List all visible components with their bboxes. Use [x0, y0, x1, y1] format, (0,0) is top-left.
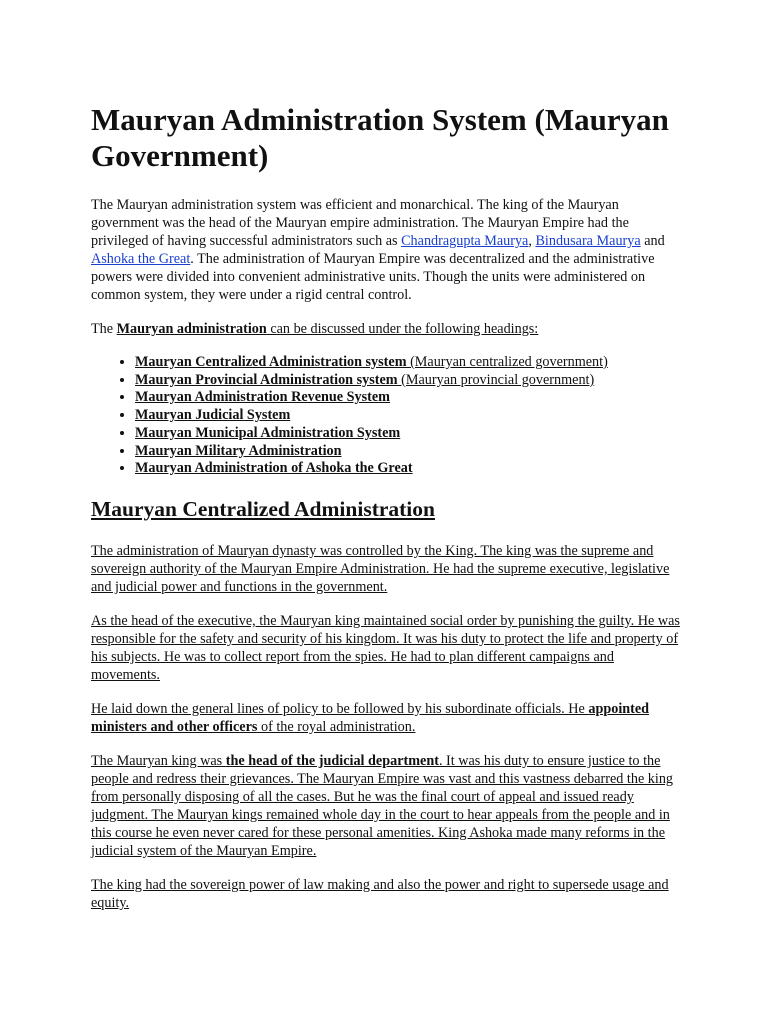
- list-item-rest: (Mauryan centralized government): [406, 354, 608, 370]
- headings-lead: [91, 320, 680, 338]
- paragraph-judicial: [91, 752, 680, 860]
- list-item-bold[interactable]: Mauryan Administration Revenue System: [135, 389, 390, 406]
- lead-bold: Mauryan administration: [116, 321, 267, 337]
- intro-text-2: . The administration of Mauryan Empire was decentralized and the administrative powers were divided into convenient administrative units. Though the units were administered on common system, they were under a rigid central control.: [91, 251, 655, 303]
- intro-separator: ,: [528, 233, 536, 249]
- list-item: [135, 460, 680, 478]
- section-title: Mauryan Centralized Administration: [91, 496, 435, 521]
- link-bindusara-maurya[interactable]: Bindusara Maurya: [535, 233, 641, 249]
- paragraph-executive: As the head of the executive, the Mauryan king maintained social order by punishing the guilty. He was responsible for the safety and security of his kingdom. It was his duty to protect the life and property of his subjects. He was to collect report from the spies. He had to plan different campaigns and movements.: [91, 612, 680, 683]
- page-title: Mauryan Administration System (Mauryan Government): [91, 102, 669, 173]
- p3-pre: He laid down the general lines of policy to be followed by his subordinate officials. He: [91, 700, 589, 717]
- intro-text-1: The Mauryan administration system was efficient and monarchical. The king of the Mauryan government was the head of the Mauryan empire administration. The Mauryan Empire had the privileged of having successful administrators such as: [91, 197, 629, 249]
- list-item: [135, 354, 680, 372]
- p4-pre: The Mauryan king was: [91, 752, 226, 769]
- p3-bold: appointed ministers and other officers: [91, 700, 650, 735]
- p3-post: of the royal administration.: [257, 718, 416, 735]
- list-item: [135, 425, 680, 443]
- list-item-bold[interactable]: Mauryan Municipal Administration System: [135, 424, 401, 441]
- list-item-bold[interactable]: Mauryan Centralized Administration system: [135, 354, 407, 370]
- link-chandragupta-maurya[interactable]: Chandragupta Maurya: [401, 233, 529, 249]
- list-item: [135, 372, 680, 390]
- list-item: [135, 407, 680, 425]
- list-item: [135, 443, 680, 461]
- lead-post: can be discussed under the following headings:: [266, 321, 539, 337]
- list-item-bold[interactable]: Mauryan Judicial System: [135, 407, 291, 424]
- headings-list: [91, 354, 680, 478]
- lead-pre: The: [91, 321, 117, 337]
- paragraph-king-authority: The administration of Mauryan dynasty was controlled by the King. The king was the supreme and sovereign authority of the Mauryan Empire Administration. He had the supreme executive, legislative and judicial power and functions in the government.: [91, 542, 670, 595]
- list-item-bold[interactable]: Mauryan Administration of Ashoka the Great: [135, 460, 413, 477]
- list-item-bold[interactable]: Mauryan Provincial Administration system: [135, 371, 398, 388]
- paragraph-policy: [91, 700, 680, 736]
- list-item-rest: (Mauryan provincial government): [397, 371, 595, 388]
- intro-and: and: [640, 233, 665, 249]
- p4-bold: the head of the judicial department: [225, 752, 439, 769]
- p4-post: . It was his duty to ensure justice to the people and redress their grievances. The Mauryan Empire was vast and this vastness debarred the king from personally disposing of all the cases. But he was the final court of appeal and issued ready judgment. The Mauryan kings remained whole day in the court to hear appeals from the people and in this course he even never cared for these personal amenities. King Ashoka made many reforms in the judicial system of the Mauryan Empire.: [91, 752, 674, 859]
- list-item-bold[interactable]: Mauryan Military Administration: [135, 442, 342, 459]
- list-item: [135, 389, 680, 407]
- intro-paragraph: [91, 196, 680, 304]
- paragraph-law-making: The king had the sovereign power of law making and also the power and right to supersede usage and equity.: [91, 876, 669, 911]
- link-ashoka-the-great[interactable]: Ashoka the Great: [91, 251, 191, 267]
